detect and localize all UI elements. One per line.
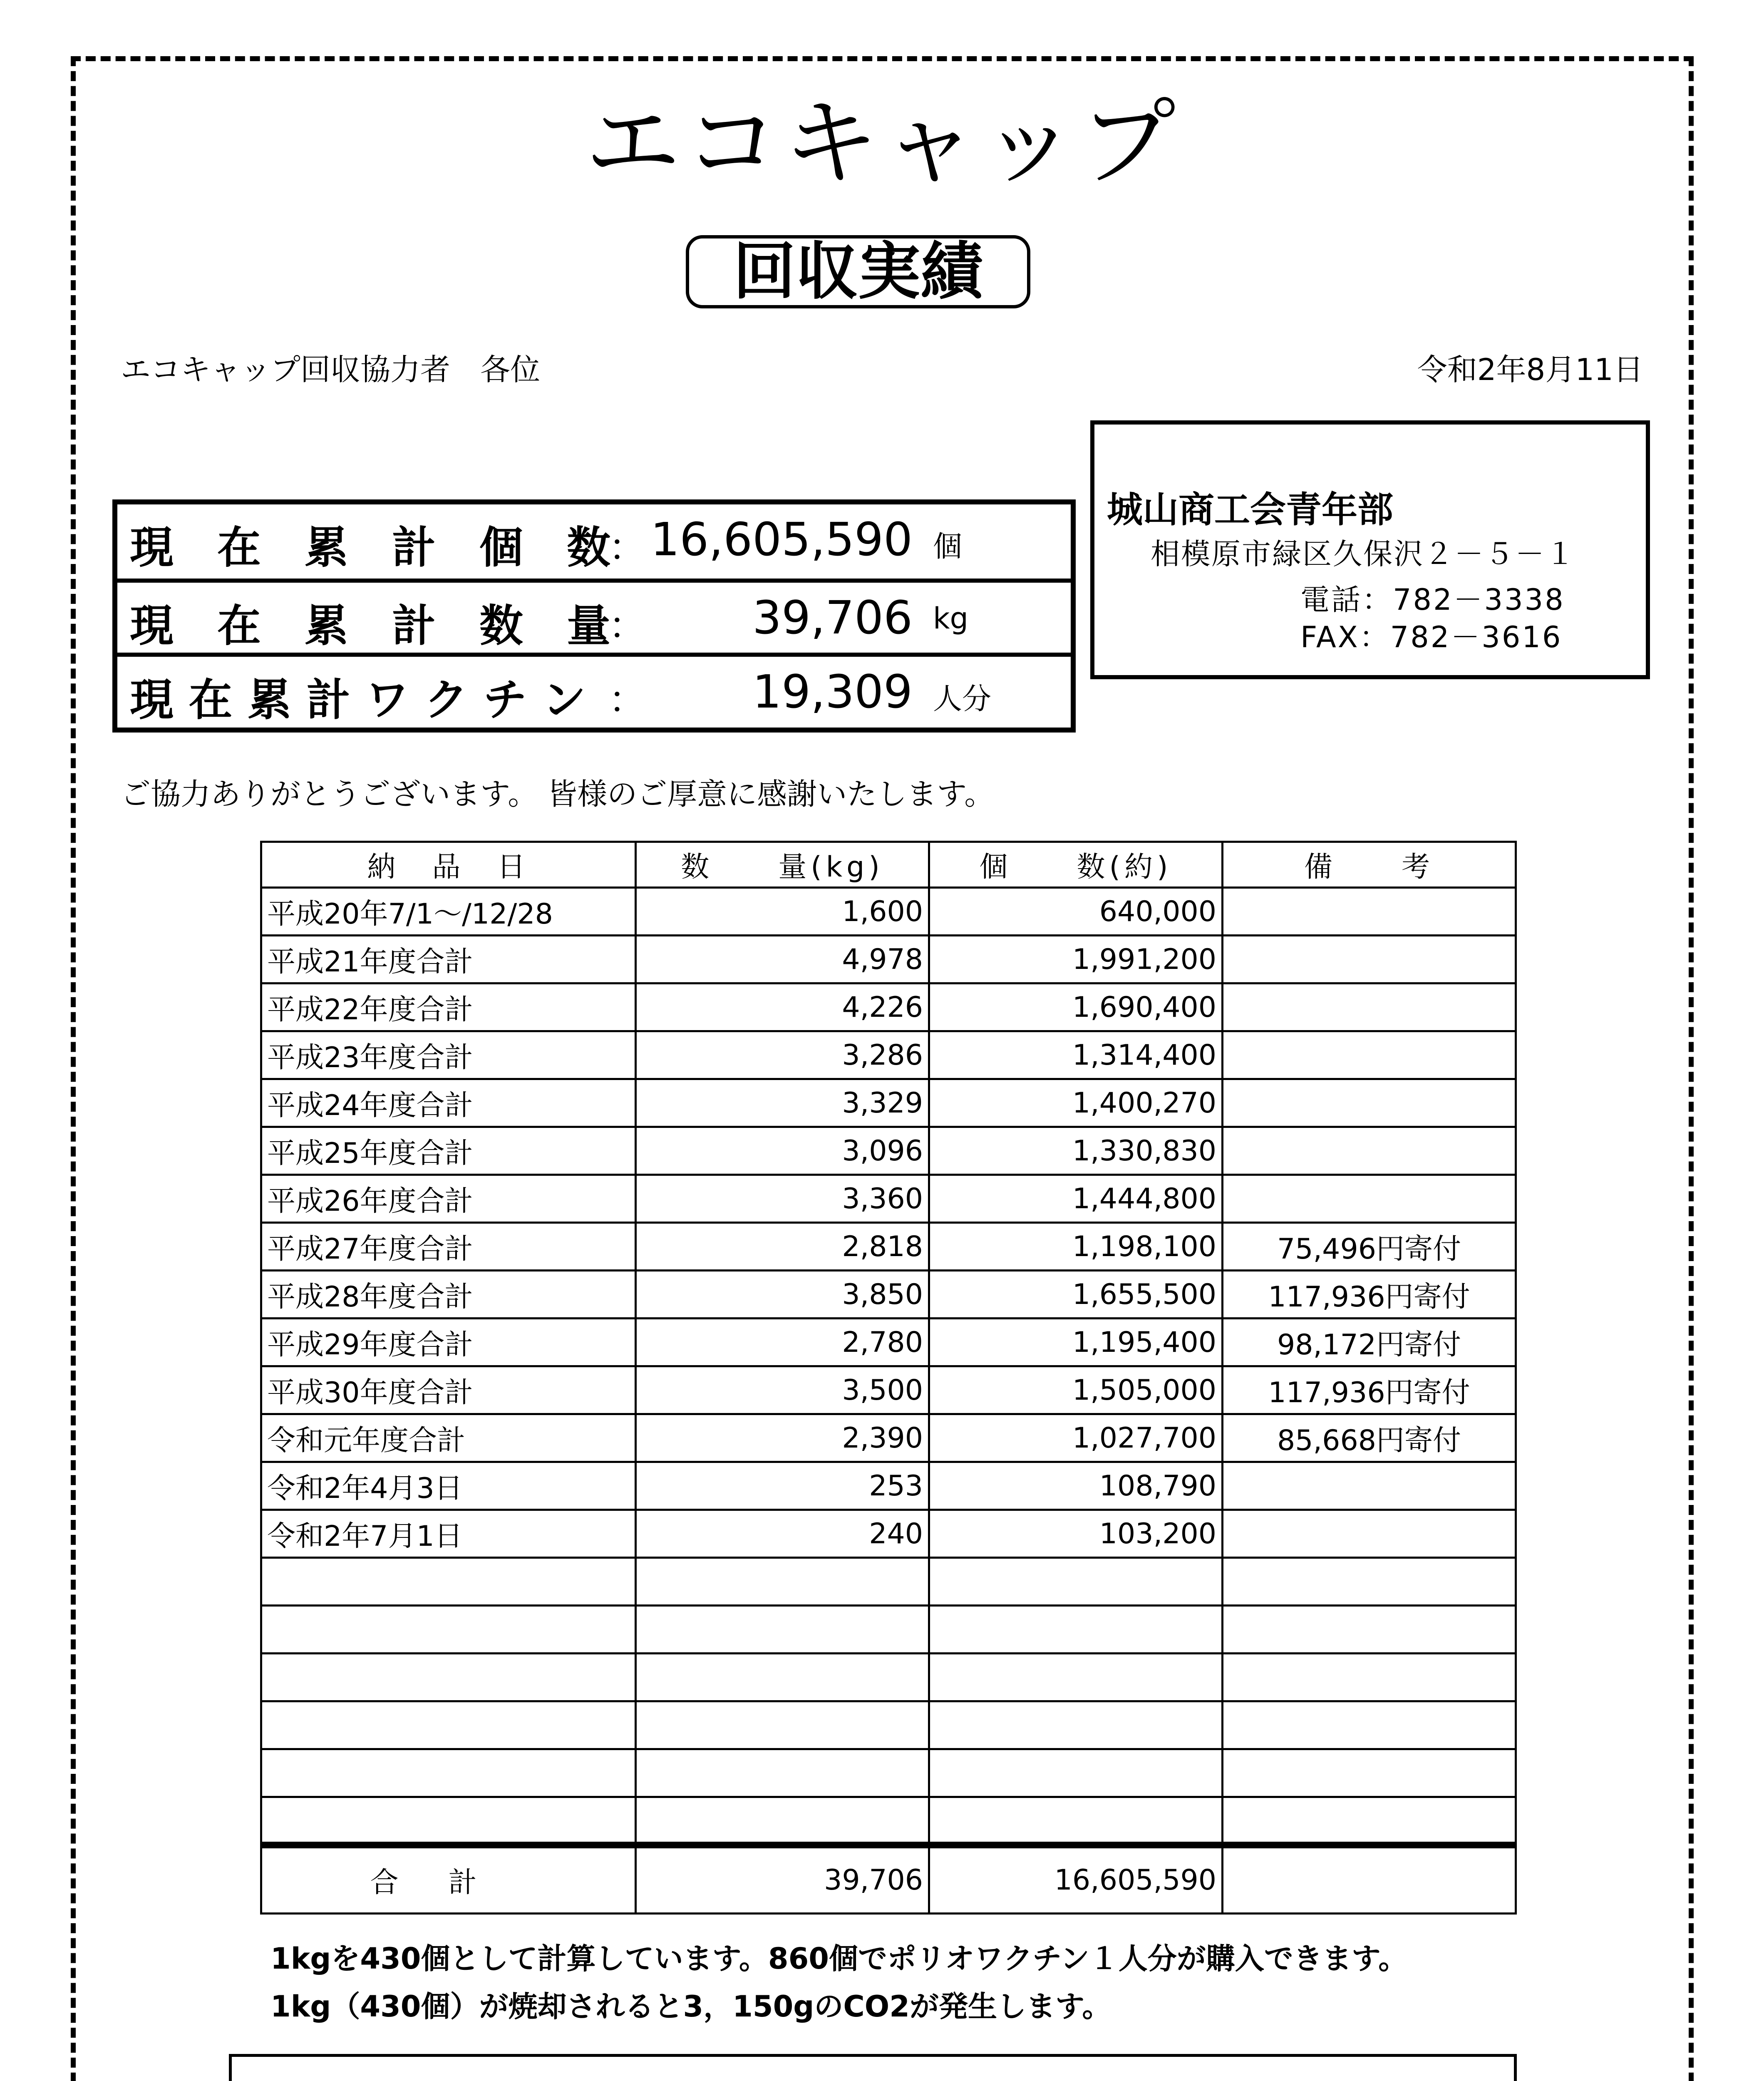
delivery-date-cell: 平成25年度合計	[261, 1127, 636, 1175]
count-cell: 1,314,400	[929, 1031, 1223, 1079]
issue-date: 令和2年8月11日	[1417, 352, 1643, 387]
count-cell	[929, 1797, 1223, 1845]
column-header-notes: 備 考	[1223, 842, 1516, 888]
column-header-weight: 数 量(kg)	[636, 842, 929, 888]
table-body	[261, 888, 1516, 1845]
notes-cell	[1223, 1701, 1516, 1749]
calculation-note-1: 1kgを430個として計算しています。860個でポリオワクチン１人分が購入できます。	[270, 1942, 1408, 1976]
notes-cell	[1223, 1749, 1516, 1797]
count-cell: 1,330,830	[929, 1127, 1223, 1175]
subtitle-box: 回収実績	[686, 235, 1030, 308]
delivery-date-cell	[261, 1654, 636, 1701]
total-row-notes	[1223, 1845, 1516, 1914]
weight-cell: 4,226	[636, 983, 929, 1031]
weight-cell: 3,286	[636, 1031, 929, 1079]
delivery-date-cell: 平成23年度合計	[261, 1031, 636, 1079]
weight-cell	[636, 1558, 929, 1606]
count-cell: 1,655,500	[929, 1271, 1223, 1319]
notes-cell	[1223, 983, 1516, 1031]
count-cell: 640,000	[929, 888, 1223, 936]
organization-address: 相模原市緑区久保沢２－５－１	[1151, 537, 1576, 571]
colon: ：	[608, 604, 646, 648]
table-row	[261, 1749, 1516, 1797]
organization-fax: FAX：782－3616	[1300, 620, 1563, 654]
notes-cell: 75,496円寄付	[1223, 1223, 1516, 1271]
donation-notice-box	[229, 2054, 1517, 2081]
count-cell: 108,790	[929, 1462, 1223, 1510]
colon: ：	[608, 526, 646, 569]
count-cell: 1,400,270	[929, 1079, 1223, 1127]
table-row	[261, 1366, 1516, 1414]
delivery-date-cell	[261, 1701, 636, 1749]
count-cell	[929, 1558, 1223, 1606]
notes-cell: 98,172円寄付	[1223, 1319, 1516, 1366]
weight-cell: 2,818	[636, 1223, 929, 1271]
notes-cell	[1223, 1654, 1516, 1701]
table-total-row	[261, 1845, 1516, 1914]
notes-cell	[1223, 1079, 1516, 1127]
count-cell	[929, 1606, 1223, 1654]
table-row	[261, 1079, 1516, 1127]
total-count-label: 現 在 累 計 個 数	[130, 522, 611, 573]
cumulative-totals-box	[112, 499, 1076, 733]
total-vaccine-row	[117, 653, 1071, 727]
weight-cell: 3,500	[636, 1366, 929, 1414]
table-row	[261, 1271, 1516, 1319]
page-title: エコキャップ	[585, 88, 1179, 199]
organization-name: 城山商工会青年部	[1107, 489, 1393, 531]
total-count-row	[117, 504, 1071, 579]
notes-cell: 85,668円寄付	[1223, 1414, 1516, 1462]
weight-cell: 2,390	[636, 1414, 929, 1462]
notes-cell	[1223, 1462, 1516, 1510]
notes-cell	[1223, 1031, 1516, 1079]
total-weight-label: 現 在 累 計 数 量	[130, 601, 611, 651]
calculation-note-2: 1kg（430個）が焼却されると3，150gのCO2が発生します。	[270, 1989, 1111, 2024]
table-row	[261, 1175, 1516, 1223]
count-cell: 1,991,200	[929, 936, 1223, 983]
delivery-date-cell	[261, 1558, 636, 1606]
table-row	[261, 1031, 1516, 1079]
count-cell: 1,198,100	[929, 1223, 1223, 1271]
count-cell: 103,200	[929, 1510, 1223, 1558]
column-header-date: 納 品 日	[261, 842, 636, 888]
count-cell	[929, 1654, 1223, 1701]
delivery-date-cell: 平成27年度合計	[261, 1223, 636, 1271]
organization-box	[1090, 420, 1650, 679]
total-count-value: 16,605,590	[650, 513, 913, 566]
weight-cell	[636, 1701, 929, 1749]
weight-cell	[636, 1749, 929, 1797]
notes-cell	[1223, 1175, 1516, 1223]
weight-cell: 240	[636, 1510, 929, 1558]
total-row-label: 合計	[261, 1845, 636, 1914]
column-header-count: 個 数(約)	[929, 842, 1223, 888]
notes-cell: 117,936円寄付	[1223, 1366, 1516, 1414]
delivery-date-cell: 平成24年度合計	[261, 1079, 636, 1127]
delivery-date-cell: 平成30年度合計	[261, 1366, 636, 1414]
count-cell	[929, 1701, 1223, 1749]
table-row	[261, 1414, 1516, 1462]
notice-line-1	[267, 2076, 1489, 2081]
delivery-date-cell: 平成22年度合計	[261, 983, 636, 1031]
table-row	[261, 1127, 1516, 1175]
delivery-date-cell: 平成26年度合計	[261, 1175, 636, 1223]
weight-cell: 1,600	[636, 888, 929, 936]
notes-cell	[1223, 1797, 1516, 1845]
notes-cell	[1223, 1127, 1516, 1175]
weight-cell: 253	[636, 1462, 929, 1510]
total-count-unit: 個	[933, 529, 962, 564]
notes-cell	[1223, 936, 1516, 983]
table-row	[261, 1558, 1516, 1606]
notes-cell: 117,936円寄付	[1223, 1271, 1516, 1319]
colon: ：	[608, 678, 646, 722]
total-weight-value: 39,706	[752, 591, 913, 644]
delivery-date-cell: 平成20年7/1～/12/28	[261, 888, 636, 936]
total-vaccine-label: 現 在 累 計 ワ ク チ ン	[130, 675, 586, 725]
notes-cell	[1223, 1606, 1516, 1654]
weight-cell: 2,780	[636, 1319, 929, 1366]
weight-cell: 3,360	[636, 1175, 929, 1223]
table-row	[261, 1701, 1516, 1749]
table-row	[261, 1319, 1516, 1366]
delivery-date-cell: 平成29年度合計	[261, 1319, 636, 1366]
count-cell: 1,444,800	[929, 1175, 1223, 1223]
notes-cell	[1223, 888, 1516, 936]
addressee-text: エコキャップ回収協力者 各位	[121, 352, 541, 387]
notes-cell	[1223, 1510, 1516, 1558]
delivery-date-cell: 平成28年度合計	[261, 1271, 636, 1319]
collection-record-table	[260, 841, 1517, 1915]
notes-cell	[1223, 1558, 1516, 1606]
delivery-date-cell	[261, 1606, 636, 1654]
total-row-count: 16,605,590	[929, 1845, 1223, 1914]
table-row	[261, 1654, 1516, 1701]
total-vaccine-unit: 人分	[933, 682, 991, 716]
count-cell: 1,690,400	[929, 983, 1223, 1031]
weight-cell: 4,978	[636, 936, 929, 983]
delivery-date-cell: 令和2年4月3日	[261, 1462, 636, 1510]
delivery-date-cell	[261, 1797, 636, 1845]
weight-cell	[636, 1797, 929, 1845]
delivery-date-cell	[261, 1749, 636, 1797]
table-row	[261, 983, 1516, 1031]
thanks-message: ご協力ありがとうございます。 皆様のご厚意に感謝いたします。	[121, 777, 995, 812]
count-cell: 1,027,700	[929, 1414, 1223, 1462]
delivery-date-cell: 令和2年7月1日	[261, 1510, 636, 1558]
delivery-date-cell: 平成21年度合計	[261, 936, 636, 983]
count-cell	[929, 1749, 1223, 1797]
count-cell: 1,505,000	[929, 1366, 1223, 1414]
table-row	[261, 1510, 1516, 1558]
table-row	[261, 1223, 1516, 1271]
delivery-date-cell: 令和元年度合計	[261, 1414, 636, 1462]
organization-phone: 電話：782－3338	[1300, 583, 1565, 617]
table-row	[261, 888, 1516, 936]
total-weight-unit: kg	[933, 601, 968, 636]
weight-cell: 3,329	[636, 1079, 929, 1127]
total-weight-row	[117, 579, 1071, 653]
weight-cell: 3,096	[636, 1127, 929, 1175]
table-row	[261, 1462, 1516, 1510]
weight-cell	[636, 1654, 929, 1701]
table-header-row	[261, 842, 1516, 888]
weight-cell: 3,850	[636, 1271, 929, 1319]
count-cell: 1,195,400	[929, 1319, 1223, 1366]
table-row	[261, 1606, 1516, 1654]
weight-cell	[636, 1606, 929, 1654]
table-row	[261, 1797, 1516, 1845]
table-row	[261, 936, 1516, 983]
total-vaccine-value: 19,309	[752, 665, 913, 718]
total-row-weight: 39,706	[636, 1845, 929, 1914]
